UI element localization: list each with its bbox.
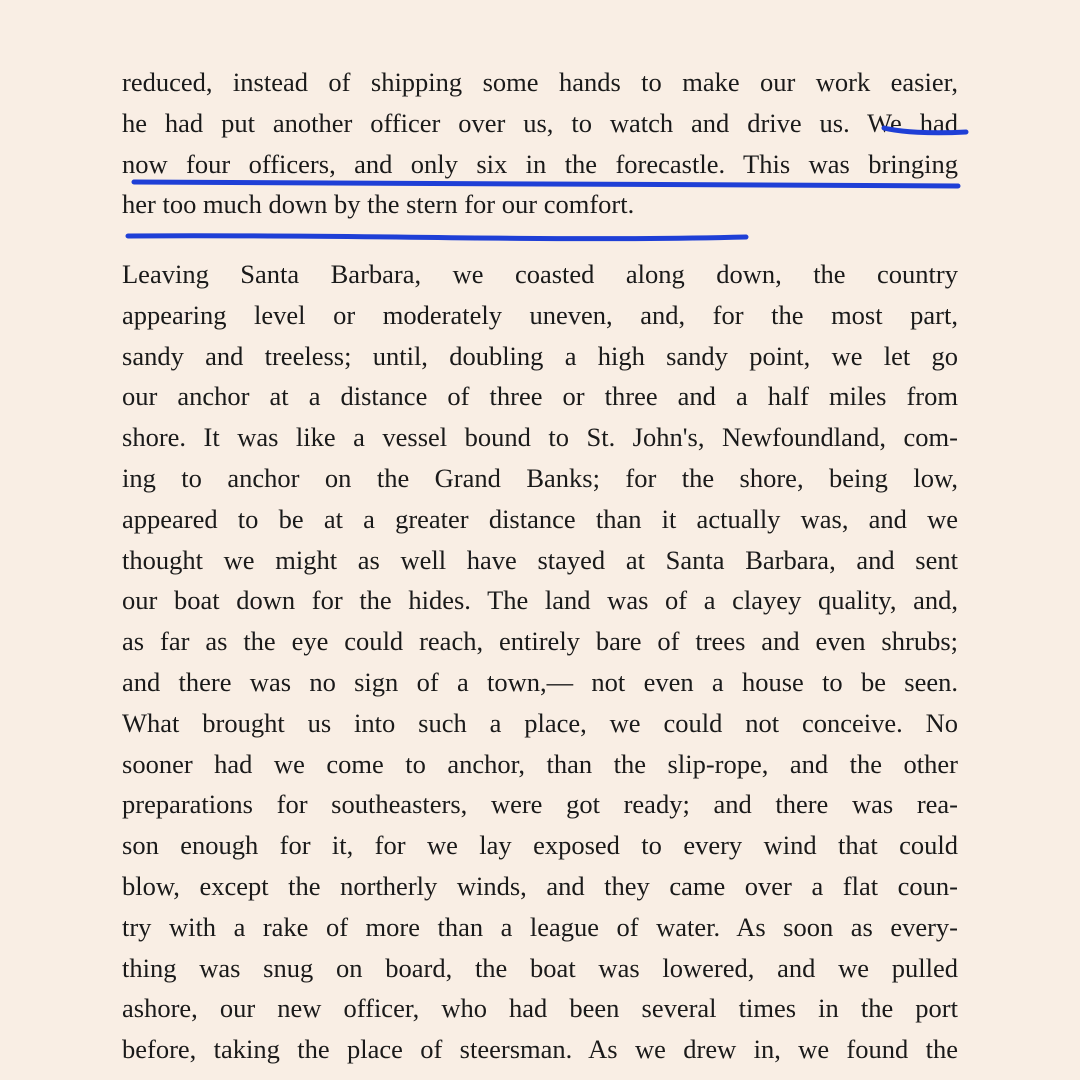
text-line: Leaving Santa Barbara, we coasted along down, the country — [122, 259, 958, 289]
text-line: thought we might as well have stayed at Santa Barbara, and sent — [122, 544, 958, 575]
text-line: sooner had we come to anchor, than the slip-rope, and the other — [122, 748, 958, 779]
text-line: shore. It was like a vessel bound to St. John's, Newfoundland, com- — [122, 422, 958, 453]
text-line: and there was no sign of a town,— not even a house to be seen. — [122, 666, 958, 697]
text-line: her too much down by the stern for our comfort. — [122, 189, 635, 220]
text-line: sandy and treeless; until, doubling a high sandy point, we let go — [122, 340, 958, 371]
text-line: thing was snug on board, the boat was lowered, and we pulled — [122, 952, 958, 983]
text-line: son enough for it, for we lay exposed to every wind that could — [122, 830, 958, 861]
text-line: ashore, our new officer, who had been several times in the port — [122, 993, 958, 1024]
text-line: preparations for southeasters, were got ready; and there was rea- — [122, 789, 958, 820]
text-line: What brought us into such a place, we could not conceive. No — [122, 707, 958, 738]
paragraph-1 — [122, 62, 958, 225]
text-line: ing to anchor on the Grand Banks; for the shore, being low, — [122, 462, 958, 493]
text-line: blow, except the northerly winds, and they came over a flat coun- — [122, 870, 958, 901]
text-line: our boat down for the hides. The land was of a clayey quality, and, — [122, 585, 958, 616]
text-line: appeared to be at a greater distance than it actually was, and we — [122, 503, 958, 534]
text-line: before, taking the place of steersman. As we drew in, we found the — [122, 1034, 958, 1065]
text-line: try with a rake of more than a league of water. As soon as every- — [122, 911, 958, 942]
paragraph-2 — [122, 254, 958, 1070]
ink-underline-3 — [128, 236, 746, 239]
text-line: our anchor at a distance of three or three and a half miles from — [122, 381, 958, 412]
text-line: reduced, instead of shipping some hands to make our work easier, — [122, 67, 958, 97]
text-line: as far as the eye could reach, entirely bare of trees and even shrubs; — [122, 626, 958, 657]
text-line: now four officers, and only six in the forecastle. This was bringing — [122, 148, 958, 179]
text-line: he had put another officer over us, to watch and drive us. We had — [122, 107, 958, 138]
text-line: appearing level or moderately uneven, and, for the most part, — [122, 299, 958, 330]
